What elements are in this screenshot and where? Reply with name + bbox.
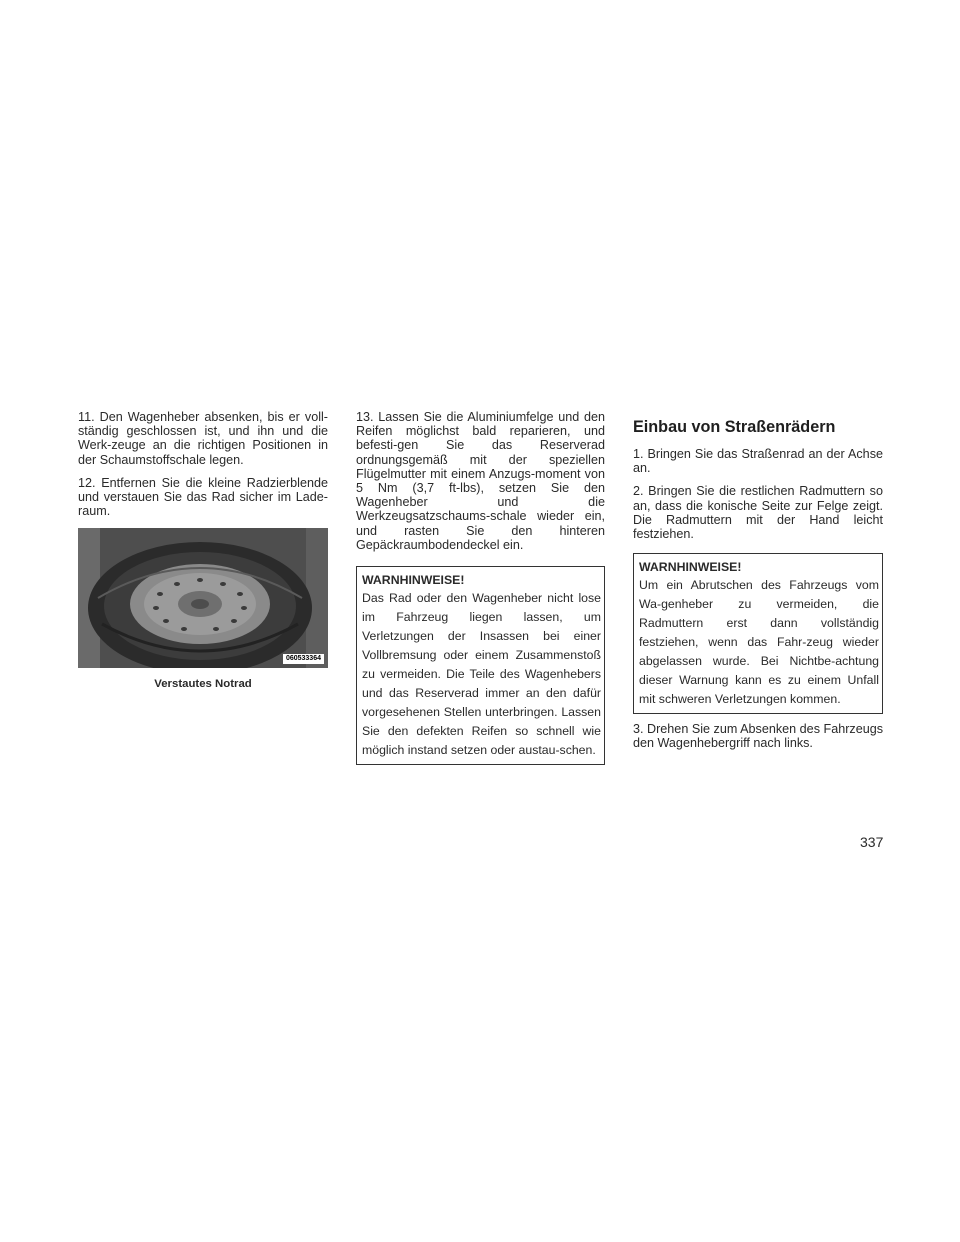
right-column [633,418,883,760]
step-11-text: 11. Den Wagenheber absenken, bis er voll-ständig geschlossen ist, und ihn und die Werk-zeuge an die richtigen Positionen in der Schaumstoffschale legen. [78,410,328,467]
step-13-text: 13. Lassen Sie die Aluminiumfelge und den Reifen möglichst bald reparieren, und befesti-gen Sie das Reserverad ordnungsgemäß mit der speziellen Flügelmutter mit einem Anzugs-moment von 5 Nm (3,7 ft-lbs), setzen Sie den Wagenheber und die Werkzeugsatzschaums-schale wieder ein, und rasten Sie den hinteren Gepäckraumbodendeckel ein. [356,410,605,552]
spare-tire-photo [78,528,328,668]
step-3-text: 3. Drehen Sie zum Absenken des Fahrzeugs den Wagenhebergriff nach links. [633,722,883,751]
warning-box-stowing [356,566,605,765]
left-column [78,410,328,692]
step-12-text: 12. Entfernen Sie die kleine Radzierblende und verstauen Sie das Rad sicher im Lade-raum. [78,475,328,519]
figure-caption: Verstautes Notrad [154,678,252,691]
section-heading: Einbau von Straßenrädern [633,418,836,436]
middle-column [356,410,605,765]
step-1-text: 1. Bringen Sie das Straßenrad an der Achse an. [633,447,883,476]
page-number: 337 [860,834,884,850]
warning-title: WARNHINWEISE! [362,573,465,588]
warning-text: Um ein Abrutschen des Fahrzeugs vom Wa-genheber zu vermeiden, die Radmuttern erst dann vollständig festziehen, wenn das Fahr-zeug wieder abgelassen wurde. Bei Nichtbe-achtung dieser Warnung kann es zu einem Unfall mit schweren Verletzungen kommen. [639,578,879,707]
warning-text: Das Rad oder den Wagenheber nicht lose im Fahrzeug liegen lassen, um Verletzungen der Insassen bei einer Vollbremsung oder einem Zusammenstoß zu vermeiden. Die Teile des Wagenhebers und das Reserverad immer an den dafür vorgesehenen Stellen unterbringen. Lassen Sie den defekten Reifen so schnell wie möglich instand setzen oder austau-schen. [362,591,601,758]
step-2-text: 2. Bringen Sie die restlichen Radmuttern so an, dass die konische Seite zur Felge zeigt. Die Radmuttern mit der Hand leicht festziehen. [633,484,883,542]
figure-code: 060533364 [283,654,324,664]
spare-tire-illustration [78,528,328,668]
warning-title: WARNHINWEISE! [639,560,742,575]
warning-box-lowering [633,553,883,714]
